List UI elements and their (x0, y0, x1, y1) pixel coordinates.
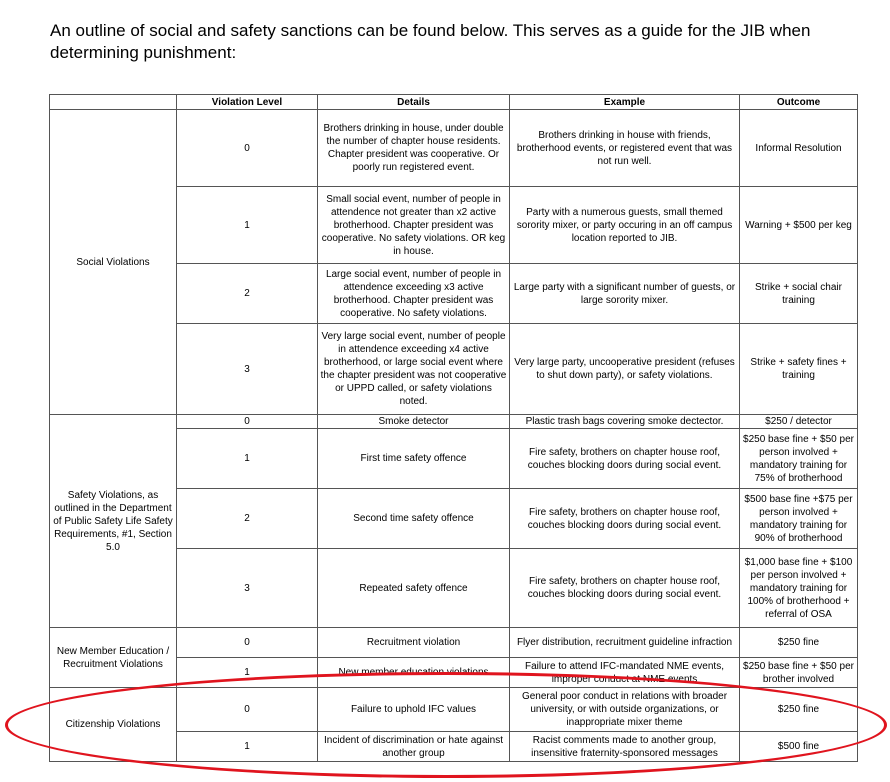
example-cell: Failure to attend IFC-mandated NME events, improper conduct at NME events (510, 658, 740, 688)
table-row (50, 415, 858, 429)
outcome-cell: Strike + social chair training (740, 264, 858, 324)
example-cell: Fire safety, brothers on chapter house roof, couches blocking doors during social event. (510, 549, 740, 628)
category-citizenship-violations: Citizenship Violations (50, 688, 177, 762)
header-example: Example (510, 95, 740, 110)
details-cell: First time safety offence (318, 429, 510, 489)
example-cell: General poor conduct in relations with broader university, or with outside organizations, or inappropriate mixer theme (510, 688, 740, 732)
example-cell: Very large party, uncooperative president (refuses to shut down party), or safety violations. (510, 324, 740, 415)
level-cell: 1 (177, 187, 318, 264)
details-cell: Small social event, number of people in attendence not greater than x2 active brotherhood. Chapter president was cooperative. No safety violations. OR keg in house. (318, 187, 510, 264)
category-safety-violations: Safety Violations, as outlined in the Department of Public Safety Life Safety Requirements, #1, Section 5.0 (50, 415, 177, 628)
details-cell: Second time safety offence (318, 489, 510, 549)
details-cell: Very large social event, number of people in attendence exceeding x4 active brotherhood, or large social event where the chapter president was not cooperative or UPPD called, or safety violations noted. (318, 324, 510, 415)
outcome-cell: $250 fine (740, 628, 858, 658)
example-cell: Fire safety, brothers on chapter house roof, couches blocking doors during social event. (510, 489, 740, 549)
details-cell: Repeated safety offence (318, 549, 510, 628)
category-social-violations: Social Violations (50, 110, 177, 415)
example-cell: Fire safety, brothers on chapter house roof, couches blocking doors during social event. (510, 429, 740, 489)
level-cell: 1 (177, 429, 318, 489)
level-cell: 0 (177, 110, 318, 187)
table-header-row (50, 95, 858, 110)
outcome-cell: $500 base fine +$75 per person involved + mandatory training for 90% of brotherhood (740, 489, 858, 549)
outcome-cell: Strike + safety fines + training (740, 324, 858, 415)
level-cell: 0 (177, 628, 318, 658)
level-cell: 0 (177, 688, 318, 732)
details-cell: Recruitment violation (318, 628, 510, 658)
level-cell: 3 (177, 324, 318, 415)
level-cell: 0 (177, 415, 318, 429)
example-cell: Large party with a significant number of guests, or large sorority mixer. (510, 264, 740, 324)
level-cell: 1 (177, 732, 318, 762)
outcome-cell: $500 fine (740, 732, 858, 762)
example-cell: Brothers drinking in house with friends, brotherhood events, or registered event that was not run well. (510, 110, 740, 187)
header-category (50, 95, 177, 110)
category-new-member-recruitment-violations: New Member Education / Recruitment Violations (50, 628, 177, 688)
example-cell: Flyer distribution, recruitment guideline infraction (510, 628, 740, 658)
details-cell: New member education violations (318, 658, 510, 688)
level-cell: 2 (177, 489, 318, 549)
outcome-cell: $250 / detector (740, 415, 858, 429)
example-cell: Party with a numerous guests, small themed sorority mixer, or party occuring in an off campus location reported to JIB. (510, 187, 740, 264)
table-row (50, 110, 858, 187)
sanctions-table (49, 94, 858, 762)
details-cell: Large social event, number of people in attendence exceeding x3 active brotherhood. Chapter president was cooperative. No safety violations. (318, 264, 510, 324)
outcome-cell: $250 base fine + $50 per brother involved (740, 658, 858, 688)
header-violation-level: Violation Level (177, 95, 318, 110)
outcome-cell: $250 fine (740, 688, 858, 732)
outcome-cell: $250 base fine + $50 per person involved + mandatory training for 75% of brotherhood (740, 429, 858, 489)
level-cell: 3 (177, 549, 318, 628)
outcome-cell: $1,000 base fine + $100 per person involved + mandatory training for 100% of brotherhood + referral of OSA (740, 549, 858, 628)
header-details: Details (318, 95, 510, 110)
level-cell: 2 (177, 264, 318, 324)
details-cell: Incident of discrimination or hate against another group (318, 732, 510, 762)
outcome-cell: Informal Resolution (740, 110, 858, 187)
details-cell: Brothers drinking in house, under double the number of chapter house residents. Chapter president was cooperative. Or poorly run registered event. (318, 110, 510, 187)
intro-paragraph: An outline of social and safety sanctions can be found below. This serves as a guide for the JIB when determining punishment: (50, 21, 811, 62)
example-cell: Plastic trash bags covering smoke dectector. (510, 415, 740, 429)
example-cell: Racist comments made to another group, insensitive fraternity-sponsored messages (510, 732, 740, 762)
level-cell: 1 (177, 658, 318, 688)
table-row (50, 688, 858, 732)
details-cell: Smoke detector (318, 415, 510, 429)
header-outcome: Outcome (740, 95, 858, 110)
outcome-cell: Warning + $500 per keg (740, 187, 858, 264)
details-cell: Failure to uphold IFC values (318, 688, 510, 732)
table-row (50, 628, 858, 658)
